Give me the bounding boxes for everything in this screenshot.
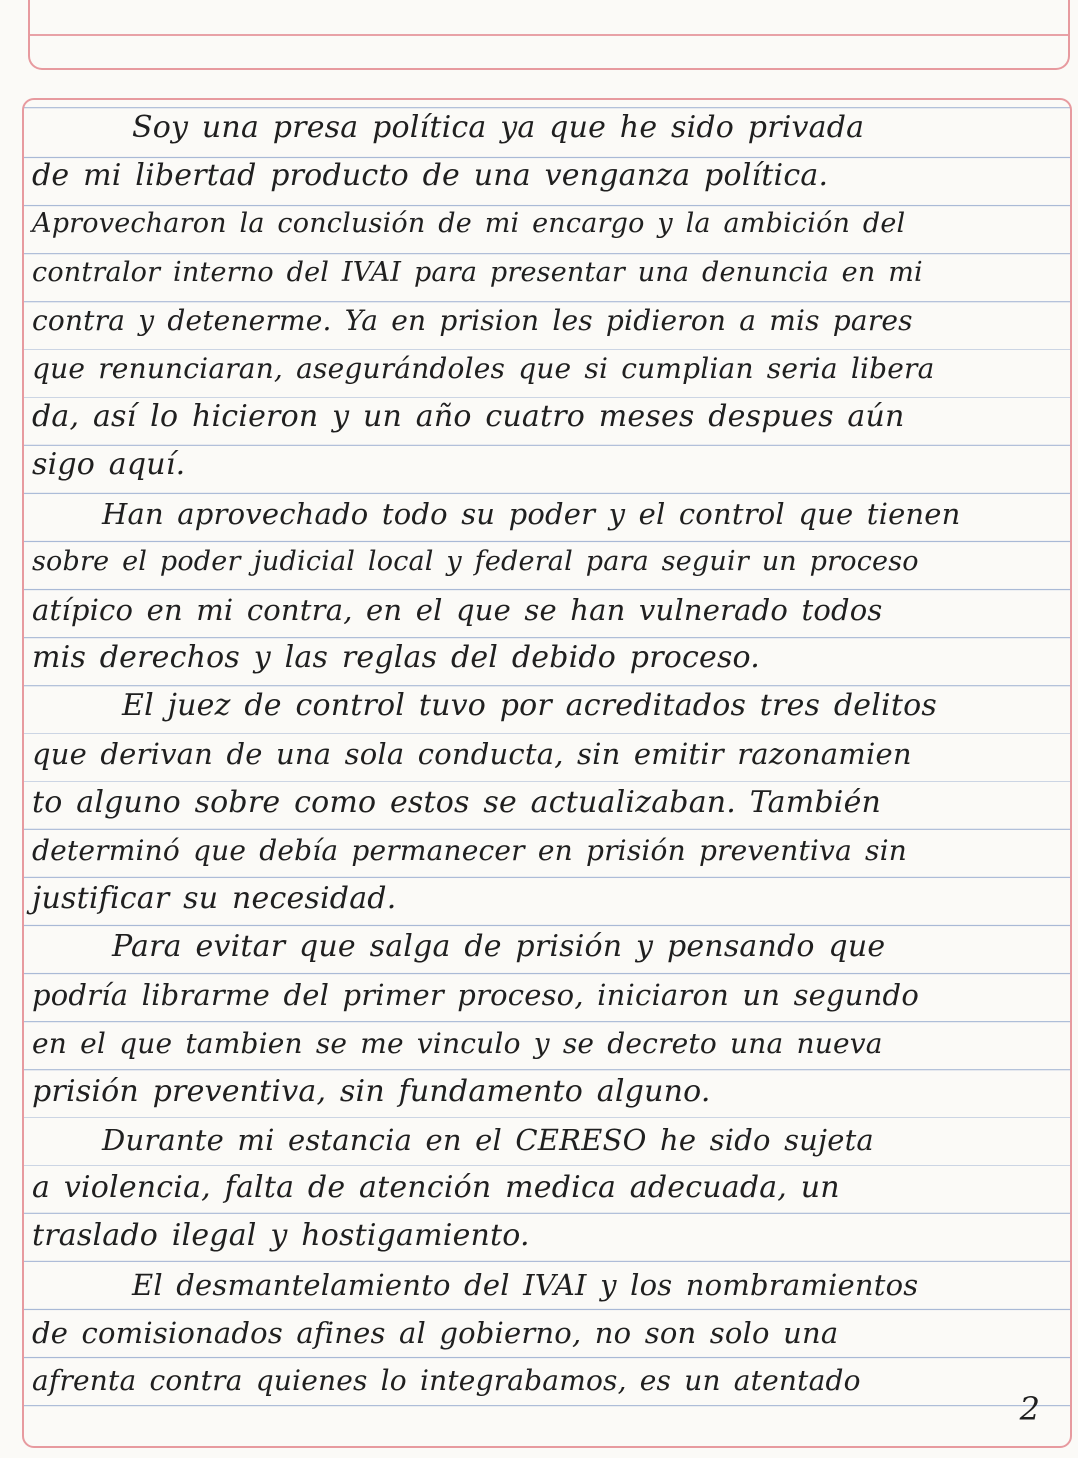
text-line: sigo aquí. — [32, 447, 186, 483]
text-line: da, así lo hicieron y un año cuatro meses despues aún — [32, 399, 905, 435]
text-line: contralor interno del IVAI para presentar una denuncia en mi — [32, 256, 923, 288]
text-line: contra y detenerme. Ya en prision les pidieron a mis pares — [32, 303, 913, 337]
page-number: 2 — [1019, 1390, 1040, 1428]
text-line: Han aprovechado todo su poder y el control que tienen — [102, 496, 961, 531]
text-line: podría librarme del primer proceso, iniciaron un segundo — [32, 978, 919, 1013]
text-line: afrenta contra quienes lo integrabamos, es un atentado — [32, 1363, 861, 1397]
text-line: mis derechos y las reglas del debido proceso. — [32, 640, 761, 676]
text-line: sobre el poder judicial local y federal para seguir un proceso — [32, 545, 919, 577]
lined-writing-area — [22, 98, 1072, 1448]
text-line: to alguno sobre como estos se actualizaban. También — [32, 784, 882, 820]
header-box — [28, 0, 1070, 70]
text-line: Para evitar que salga de prisión y pensando que — [112, 929, 886, 965]
text-line: El desmantelamiento del IVAI y los nombramientos — [132, 1267, 919, 1302]
header-rule — [30, 34, 1068, 36]
text-line: justificar su necesidad. — [32, 881, 397, 916]
text-line: determinó que debía permanecer en prisión preventiva sin — [32, 833, 908, 867]
text-line: traslado ilegal y hostigamiento. — [32, 1218, 530, 1254]
text-line: Durante mi estancia en el CERESO he sido sujeta — [102, 1122, 874, 1157]
handwritten-letter — [32, 104, 1064, 1405]
text-line: prisión preventiva, sin fundamento alguno. — [32, 1073, 711, 1109]
text-line: a violencia, falta de atención medica adecuada, un — [32, 1170, 840, 1206]
text-line: en el que tambien se me vinculo y se decreto una nueva — [32, 1026, 883, 1060]
text-line: Soy una presa política ya que he sido privada — [132, 110, 865, 145]
text-line: El juez de control tuvo por acreditados tres delitos — [122, 688, 937, 724]
text-line: Aprovecharon la conclusión de mi encargo y la ambición del — [32, 208, 906, 240]
text-line: que renunciaran, asegurándoles que si cumplian seria libera — [32, 351, 935, 385]
text-line: de comisionados afines al gobierno, no son solo una — [32, 1315, 839, 1350]
text-line: que derivan de una sola conducta, sin emitir razonamien — [32, 737, 912, 772]
text-line: de mi libertad producto de una venganza política. — [32, 158, 829, 194]
text-line: atípico en mi contra, en el que se han vulnerado todos — [32, 592, 883, 627]
